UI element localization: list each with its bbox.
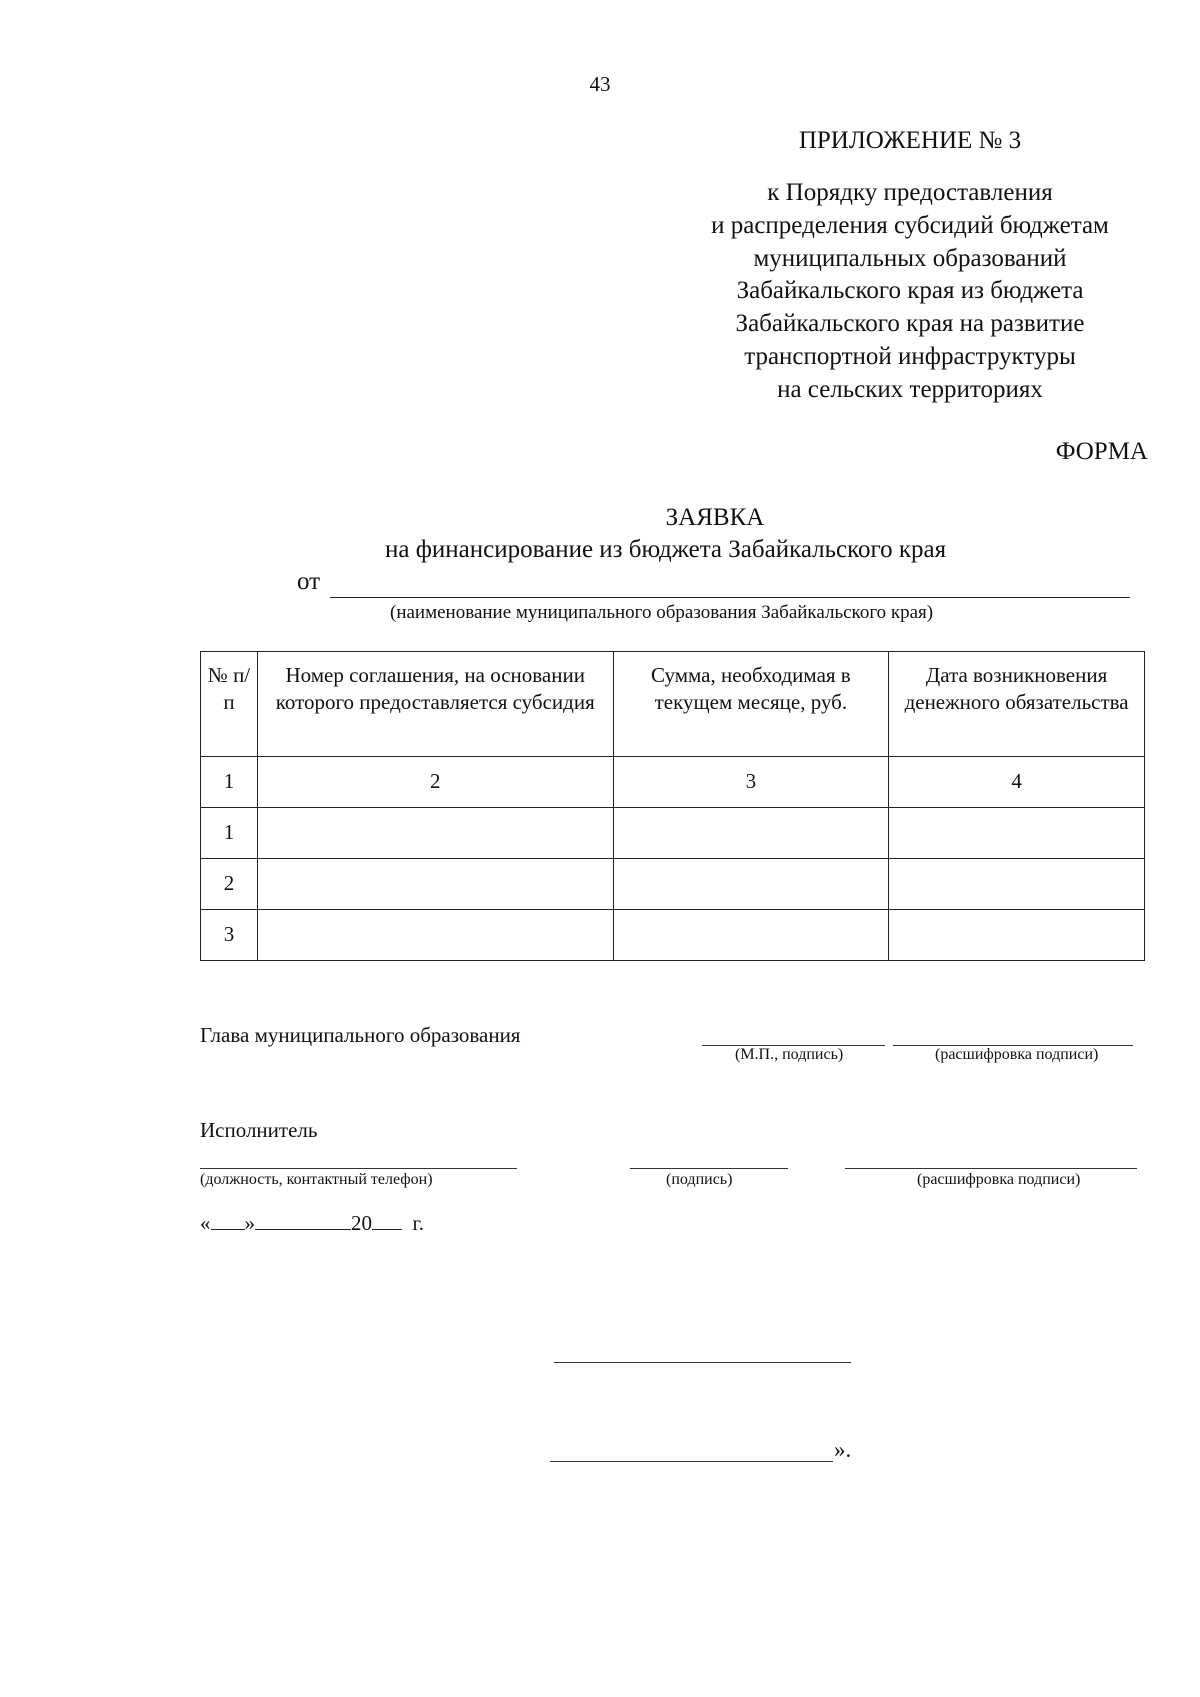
appendix-line: муниципальных образований (753, 244, 1067, 272)
application-table (200, 651, 1145, 961)
appendix-title: ПРИЛОЖЕНИЕ № 3 (798, 127, 1022, 154)
date-year-blank[interactable] (372, 1211, 402, 1230)
municipality-name-caption: (наименование муниципального образования Забайкальского края) (390, 602, 934, 623)
executor-decode-line[interactable] (845, 1168, 1137, 1169)
date-month-blank[interactable] (255, 1211, 351, 1230)
header-cell-amount: Сумма, необходимая в текущем месяце, руб. (613, 652, 889, 757)
appendix-line: Забайкальского края на развитие (735, 310, 1085, 338)
row-number: 3 (201, 910, 258, 961)
appendix-reference (640, 177, 1180, 407)
amount-cell[interactable] (613, 859, 889, 910)
form-label: ФОРМА (1055, 438, 1148, 465)
from-label: от (297, 568, 321, 595)
appendix-line: и распределения субсидий бюджетам (711, 211, 1109, 239)
head-of-municipality-label: Глава муниципального образования (200, 1023, 521, 1047)
date-cell[interactable] (889, 859, 1145, 910)
table-row (201, 808, 1145, 859)
date-cell[interactable] (889, 808, 1145, 859)
date-century: 20 (351, 1211, 372, 1235)
appendix-line: на сельских территориях (777, 375, 1043, 403)
executor-position-caption: (должность, контактный телефон) (200, 1171, 433, 1188)
date-cell[interactable] (889, 910, 1145, 961)
page-number: 43 (589, 72, 611, 96)
table-header-row (201, 652, 1145, 757)
executor-position-line[interactable] (200, 1168, 517, 1169)
amount-cell[interactable] (613, 808, 889, 859)
appendix-line: транспортной инфраструктуры (744, 342, 1076, 370)
column-number: 4 (889, 757, 1145, 808)
date-year-suffix: г. (412, 1211, 424, 1235)
executor-signature-caption: (подпись) (666, 1171, 733, 1188)
appendix-line: к Порядку предоставления (767, 179, 1053, 206)
closing-separator-line (554, 1362, 851, 1363)
appendix-line: Забайкальского края из бюджета (736, 277, 1084, 305)
agreement-cell[interactable] (257, 910, 613, 961)
executor-decode-caption: (расшифровка подписи) (917, 1171, 1081, 1188)
column-number: 2 (257, 757, 613, 808)
executor-label: Исполнитель (200, 1118, 318, 1142)
date-day-blank[interactable] (211, 1211, 245, 1230)
municipality-name-field[interactable] (330, 597, 1130, 598)
application-title: ЗАЯВКА (665, 504, 765, 531)
closing-end-mark: ». (834, 1437, 852, 1462)
row-number: 1 (201, 808, 258, 859)
date-open-quote: « (200, 1211, 211, 1235)
table-row (201, 859, 1145, 910)
date-close-quote: » (244, 1211, 255, 1235)
column-number: 3 (613, 757, 889, 808)
application-subtitle: на финансирование из бюджета Забайкальского края (385, 536, 947, 563)
column-number-row (201, 757, 1145, 808)
executor-signature-line[interactable] (630, 1168, 788, 1169)
head-decode-caption: (расшифровка подписи) (935, 1046, 1099, 1063)
closing-blank-line (550, 1461, 833, 1462)
header-cell-number: № п/п (201, 652, 258, 757)
agreement-cell[interactable] (257, 859, 613, 910)
header-cell-agreement: Номер соглашения, на основании которого предоставляется субсидия (257, 652, 613, 757)
head-signature-caption: (М.П., подпись) (735, 1046, 844, 1063)
column-number: 1 (201, 757, 258, 808)
header-cell-date: Дата возникновения денежного обязательства (889, 652, 1145, 757)
date-line (200, 1211, 424, 1236)
row-number: 2 (201, 859, 258, 910)
amount-cell[interactable] (613, 910, 889, 961)
table-row (201, 910, 1145, 961)
agreement-cell[interactable] (257, 808, 613, 859)
